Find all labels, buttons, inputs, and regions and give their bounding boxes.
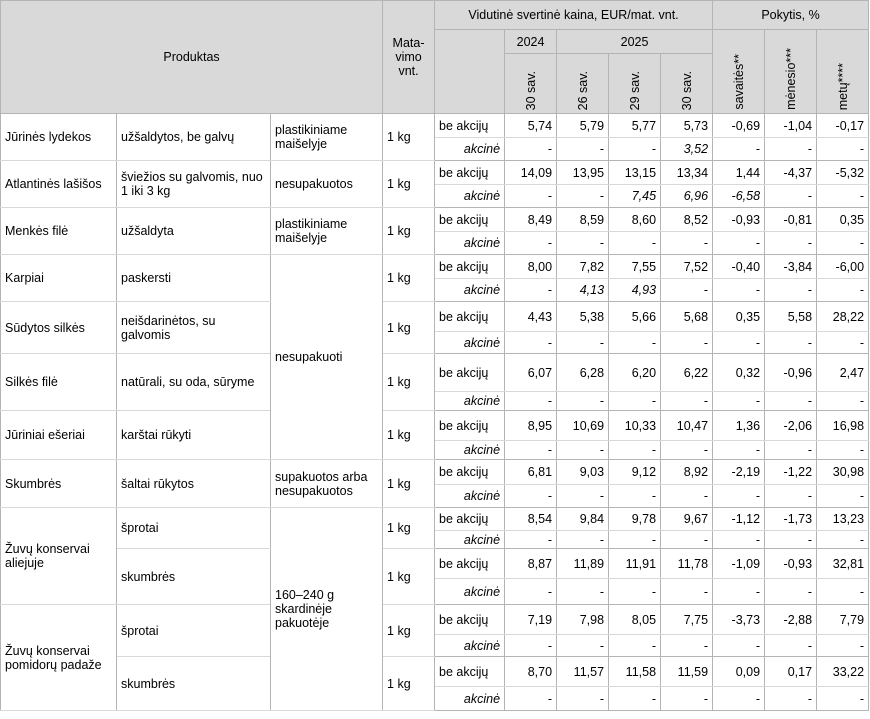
price-cell: - [661, 531, 713, 549]
change-cell: 0,17 [765, 657, 817, 687]
change-cell: - [765, 279, 817, 302]
price-type-promo: akcinė [435, 279, 505, 302]
change-cell: - [817, 485, 869, 508]
header-year-2024: 2024 [505, 30, 557, 54]
price-type-promo: akcinė [435, 232, 505, 255]
price-cell: - [661, 687, 713, 711]
price-cell: - [557, 138, 609, 161]
table-row [1, 657, 869, 687]
change-cell: - [765, 392, 817, 411]
change-cell: -2,19 [713, 460, 765, 485]
price-cell: 4,93 [609, 279, 661, 302]
price-cell: - [557, 232, 609, 255]
change-cell: 0,35 [713, 302, 765, 332]
price-cell: - [505, 579, 557, 605]
product-desc: natūrali, su oda, sūryme [117, 354, 271, 411]
product-name: Žuvų konservai pomidorų padaže [1, 605, 117, 711]
price-type-promo: akcinė [435, 687, 505, 711]
change-cell: - [713, 531, 765, 549]
price-cell: 10,47 [661, 411, 713, 441]
price-cell: 6,81 [505, 460, 557, 485]
product-desc: šprotai [117, 508, 271, 549]
table-row [1, 460, 869, 485]
change-cell: -1,22 [765, 460, 817, 485]
product-name: Sūdytos silkės [1, 302, 117, 354]
price-cell: - [661, 392, 713, 411]
change-cell: -5,32 [817, 161, 869, 185]
change-cell: - [713, 635, 765, 657]
price-type-regular: be akcijų [435, 114, 505, 138]
price-cell: 8,52 [661, 208, 713, 232]
product-name: Jūrinės lydekos [1, 114, 117, 161]
product-name: Žuvų konservai aliejuje [1, 508, 117, 605]
product-pack: plastikiniame maišelyje [271, 114, 383, 161]
change-cell: - [817, 441, 869, 460]
price-cell: 5,79 [557, 114, 609, 138]
change-cell: 28,22 [817, 302, 869, 332]
change-cell: - [765, 579, 817, 605]
price-type-regular: be akcijų [435, 411, 505, 441]
price-cell: 5,66 [609, 302, 661, 332]
change-cell: 1,36 [713, 411, 765, 441]
header-week: 29 sav. [609, 54, 661, 114]
price-cell: 14,09 [505, 161, 557, 185]
price-type-regular: be akcijų [435, 208, 505, 232]
price-cell: 8,49 [505, 208, 557, 232]
price-cell: 9,03 [557, 460, 609, 485]
price-cell: - [505, 687, 557, 711]
change-cell: -6,58 [713, 185, 765, 208]
change-cell: - [817, 279, 869, 302]
price-cell: 5,38 [557, 302, 609, 332]
unit-cell: 1 kg [383, 255, 435, 302]
product-name: Jūriniai ešeriai [1, 411, 117, 460]
change-cell: - [765, 531, 817, 549]
price-cell: - [609, 332, 661, 354]
change-cell: 30,98 [817, 460, 869, 485]
product-desc: šaltai rūkytos [117, 460, 271, 508]
change-cell: - [713, 332, 765, 354]
price-cell: 7,75 [661, 605, 713, 635]
change-cell: - [817, 138, 869, 161]
price-cell: 7,98 [557, 605, 609, 635]
price-cell: - [505, 441, 557, 460]
price-type-promo: akcinė [435, 441, 505, 460]
price-cell: - [557, 185, 609, 208]
header-week: 30 sav. [661, 54, 713, 114]
price-cell: - [609, 579, 661, 605]
change-cell: - [765, 635, 817, 657]
table-row [1, 114, 869, 138]
change-cell: - [713, 392, 765, 411]
price-cell: 6,28 [557, 354, 609, 392]
unit-cell: 1 kg [383, 208, 435, 255]
change-cell: 13,23 [817, 508, 869, 531]
change-cell: - [817, 332, 869, 354]
price-cell: 9,12 [609, 460, 661, 485]
price-cell: 8,87 [505, 549, 557, 579]
price-cell: - [609, 485, 661, 508]
change-cell: - [817, 687, 869, 711]
unit-cell: 1 kg [383, 354, 435, 411]
price-cell: - [661, 441, 713, 460]
price-cell: - [557, 579, 609, 605]
price-cell: 9,78 [609, 508, 661, 531]
price-cell: - [609, 635, 661, 657]
price-cell: - [661, 232, 713, 255]
unit-cell: 1 kg [383, 605, 435, 657]
header-blank [435, 30, 505, 114]
price-type-regular: be akcijų [435, 508, 505, 531]
header-change-week: savaitės** [713, 30, 765, 114]
price-cell: - [505, 332, 557, 354]
price-type-regular: be akcijų [435, 549, 505, 579]
price-type-promo: akcinė [435, 332, 505, 354]
price-cell: 11,57 [557, 657, 609, 687]
change-cell: -1,04 [765, 114, 817, 138]
unit-cell: 1 kg [383, 114, 435, 161]
price-cell: 7,52 [661, 255, 713, 279]
price-cell: - [505, 531, 557, 549]
change-cell: 16,98 [817, 411, 869, 441]
price-cell: - [557, 635, 609, 657]
price-cell: 7,19 [505, 605, 557, 635]
price-cell: - [505, 485, 557, 508]
table-row [1, 255, 869, 279]
price-cell: - [505, 392, 557, 411]
price-cell: 8,92 [661, 460, 713, 485]
price-cell: - [661, 279, 713, 302]
price-cell: 11,91 [609, 549, 661, 579]
price-cell: 5,77 [609, 114, 661, 138]
price-cell: 9,67 [661, 508, 713, 531]
header-unit: Mata-vimo vnt. [383, 1, 435, 114]
change-cell: - [765, 138, 817, 161]
change-cell: 2,47 [817, 354, 869, 392]
table-body [1, 114, 869, 711]
table-row [1, 605, 869, 635]
change-cell: -0,93 [713, 208, 765, 232]
price-cell: - [609, 232, 661, 255]
product-desc: užšaldytos, be galvų [117, 114, 271, 161]
price-cell: 3,52 [661, 138, 713, 161]
change-cell: 5,58 [765, 302, 817, 332]
change-cell: 0,32 [713, 354, 765, 392]
table-row [1, 508, 869, 531]
change-cell: - [765, 687, 817, 711]
table-row [1, 411, 869, 441]
change-cell: - [713, 485, 765, 508]
price-cell: 8,00 [505, 255, 557, 279]
change-cell: - [817, 185, 869, 208]
table-row [1, 161, 869, 185]
change-cell: -6,00 [817, 255, 869, 279]
price-cell: 8,95 [505, 411, 557, 441]
price-type-regular: be akcijų [435, 460, 505, 485]
price-cell: 6,07 [505, 354, 557, 392]
header-change: Pokytis, % [713, 1, 869, 30]
price-cell: 9,84 [557, 508, 609, 531]
price-cell: 5,74 [505, 114, 557, 138]
product-name: Silkės filė [1, 354, 117, 411]
change-cell: - [713, 687, 765, 711]
unit-cell: 1 kg [383, 161, 435, 208]
table-row [1, 302, 869, 332]
change-cell: -0,93 [765, 549, 817, 579]
change-cell: - [713, 279, 765, 302]
unit-cell: 1 kg [383, 549, 435, 605]
price-cell: 8,05 [609, 605, 661, 635]
change-cell: - [765, 485, 817, 508]
unit-cell: 1 kg [383, 657, 435, 711]
product-pack: nesupakuoti [271, 255, 383, 460]
product-desc: užšaldyta [117, 208, 271, 255]
price-cell: - [557, 441, 609, 460]
change-cell: -4,37 [765, 161, 817, 185]
unit-cell: 1 kg [383, 508, 435, 549]
unit-cell: 1 kg [383, 460, 435, 508]
change-cell: -1,09 [713, 549, 765, 579]
product-desc: šprotai [117, 605, 271, 657]
header-change-year: metų**** [817, 30, 869, 114]
price-cell: 6,96 [661, 185, 713, 208]
price-cell: 7,82 [557, 255, 609, 279]
price-type-regular: be akcijų [435, 354, 505, 392]
product-name: Menkės filė [1, 208, 117, 255]
change-cell: - [713, 441, 765, 460]
price-type-regular: be akcijų [435, 302, 505, 332]
header-change-month: mėnesio*** [765, 30, 817, 114]
change-cell: 32,81 [817, 549, 869, 579]
unit-cell: 1 kg [383, 411, 435, 460]
product-pack: nesupakuotos [271, 161, 383, 208]
change-cell: -3,73 [713, 605, 765, 635]
change-cell: - [713, 232, 765, 255]
table-row [1, 208, 869, 232]
price-cell: - [505, 635, 557, 657]
price-cell: - [505, 279, 557, 302]
unit-cell: 1 kg [383, 302, 435, 354]
price-cell: - [661, 332, 713, 354]
change-cell: 33,22 [817, 657, 869, 687]
price-cell: 8,59 [557, 208, 609, 232]
change-cell: -3,84 [765, 255, 817, 279]
price-type-promo: akcinė [435, 485, 505, 508]
price-type-regular: be akcijų [435, 255, 505, 279]
change-cell: 0,09 [713, 657, 765, 687]
change-cell: -0,69 [713, 114, 765, 138]
change-cell: -2,88 [765, 605, 817, 635]
change-cell: - [817, 579, 869, 605]
price-cell: 7,45 [609, 185, 661, 208]
header-week: 30 sav. [505, 54, 557, 114]
header-week: 26 sav. [557, 54, 609, 114]
product-desc: skumbrės [117, 549, 271, 605]
change-cell: -0,96 [765, 354, 817, 392]
price-cell: 10,69 [557, 411, 609, 441]
price-cell: - [661, 485, 713, 508]
price-cell: 8,54 [505, 508, 557, 531]
product-desc: skumbrės [117, 657, 271, 711]
price-cell: 8,60 [609, 208, 661, 232]
price-cell: - [609, 441, 661, 460]
product-desc: neišdarinėtos, su galvomis [117, 302, 271, 354]
header-avg-price: Vidutinė svertinė kaina, EUR/mat. vnt. [435, 1, 713, 30]
header-product: Produktas [1, 1, 383, 114]
change-cell: 1,44 [713, 161, 765, 185]
product-name: Karpiai [1, 255, 117, 302]
change-cell: - [817, 392, 869, 411]
price-type-regular: be akcijų [435, 605, 505, 635]
change-cell: - [765, 232, 817, 255]
change-cell: -0,81 [765, 208, 817, 232]
product-desc: karštai rūkyti [117, 411, 271, 460]
change-cell: - [765, 441, 817, 460]
change-cell: - [713, 579, 765, 605]
header-year-2025: 2025 [557, 30, 713, 54]
price-cell: 13,15 [609, 161, 661, 185]
change-cell: - [765, 332, 817, 354]
price-cell: 11,89 [557, 549, 609, 579]
product-pack: plastikiniame maišelyje [271, 208, 383, 255]
price-cell: 7,55 [609, 255, 661, 279]
product-name: Skumbrės [1, 460, 117, 508]
price-cell: - [609, 392, 661, 411]
price-type-promo: akcinė [435, 392, 505, 411]
price-cell: 13,95 [557, 161, 609, 185]
price-cell: - [505, 185, 557, 208]
change-cell: - [765, 185, 817, 208]
price-type-promo: akcinė [435, 185, 505, 208]
price-cell: 10,33 [609, 411, 661, 441]
price-type-regular: be akcijų [435, 161, 505, 185]
change-cell: - [713, 138, 765, 161]
price-cell: 11,78 [661, 549, 713, 579]
price-cell: - [557, 332, 609, 354]
change-cell: - [817, 635, 869, 657]
price-cell: - [557, 392, 609, 411]
price-cell: 13,34 [661, 161, 713, 185]
change-cell: 7,79 [817, 605, 869, 635]
price-cell: 6,20 [609, 354, 661, 392]
table-row [1, 549, 869, 579]
price-cell: - [557, 485, 609, 508]
change-cell: -0,40 [713, 255, 765, 279]
price-cell: - [609, 687, 661, 711]
price-cell: 4,13 [557, 279, 609, 302]
price-cell: - [661, 635, 713, 657]
price-type-promo: akcinė [435, 531, 505, 549]
change-cell: -0,17 [817, 114, 869, 138]
price-type-promo: akcinė [435, 635, 505, 657]
change-cell: -1,73 [765, 508, 817, 531]
change-cell: 0,35 [817, 208, 869, 232]
change-cell: - [817, 232, 869, 255]
price-type-promo: akcinė [435, 138, 505, 161]
price-cell: - [661, 579, 713, 605]
change-cell: -1,12 [713, 508, 765, 531]
price-cell: - [609, 531, 661, 549]
price-type-regular: be akcijų [435, 657, 505, 687]
price-cell: 5,68 [661, 302, 713, 332]
price-cell: 8,70 [505, 657, 557, 687]
price-cell: - [505, 232, 557, 255]
price-type-promo: akcinė [435, 579, 505, 605]
price-cell: 11,59 [661, 657, 713, 687]
table-row [1, 354, 869, 392]
price-cell: - [505, 138, 557, 161]
product-pack: supakuotos arba nesupakuotos [271, 460, 383, 508]
price-cell: - [557, 531, 609, 549]
change-cell: - [817, 531, 869, 549]
product-desc: šviežios su galvomis, nuo 1 iki 3 kg [117, 161, 271, 208]
price-cell: 6,22 [661, 354, 713, 392]
product-desc: paskersti [117, 255, 271, 302]
price-cell: - [609, 138, 661, 161]
price-cell: - [557, 687, 609, 711]
price-cell: 4,43 [505, 302, 557, 332]
price-cell: 11,58 [609, 657, 661, 687]
product-pack: 160–240 g skardinėje pakuotėje [271, 508, 383, 711]
change-cell: -2,06 [765, 411, 817, 441]
product-name: Atlantinės lašišos [1, 161, 117, 208]
price-cell: 5,73 [661, 114, 713, 138]
